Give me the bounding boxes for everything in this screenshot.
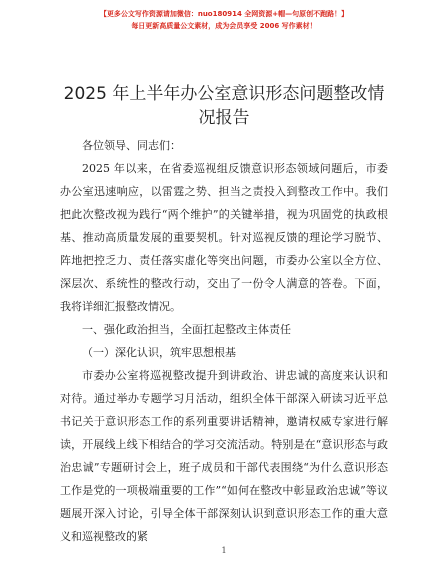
section-1-heading: 一、强化政治担当，全面扛起整改主体责任 — [82, 323, 291, 336]
page-number: 1 — [221, 546, 227, 555]
promo-banner — [0, 8, 448, 32]
intro-paragraph: 2025 年以来，在省委巡视组反馈意识形态领域问题后，市委办公室迅速响应，以雷霆之势、担当之责投入到整改工作中。我们把此次整改视为践行“两个维护”的关键举措，视为巩固党的执政根基、推动高质量发展的重要契机。针对巡视反馈的理论学习脱节、阵地把控乏力、责任落实虚化等突出问题，市委办公室以全方位、深层次、系统性的整改行动，交出了一份令人满意的答卷。下面，我将详细汇报整改情况。 — [60, 162, 388, 313]
promo-banner-line-1: 【更多公文写作资源请加微信：nuo180914 全网资源+帽—句原创不跑路！】 — [99, 10, 349, 18]
salutation: 各位领导、同志们： — [82, 139, 181, 152]
document-body — [60, 134, 388, 548]
body-paragraph: 市委办公室将巡视整改提升到讲政治、讲忠诚的高度来认识和对待。通过举办专题学习月活动，组织全体干部深入研读习近平总书记关于意识形态工作的系列重要讲话精神，邀请权威专家进行解读，开展线上线下相结合的学习交流活动。特别是在“意识形态与政治忠诚”专题研讨会上，班子成员和干部代表围绕“为什么意识形态工作是党的一项极端重要的工作”“如何在整改中彰显政治忠诚”等议题展开深入讨论，引导全体干部深刻认识到意识形态工作的重大意义和巡视整改的紧 — [60, 369, 388, 543]
subsection-1-heading: （一）深化认识，筑牢思想根基 — [82, 346, 236, 359]
promo-banner-line-2: 每日更新高质量公文素材，成为会员享受 2006 写作素材！ — [131, 22, 317, 30]
document-title: 2025 年上半年办公室意识形态问题整改情况报告 — [63, 84, 385, 128]
